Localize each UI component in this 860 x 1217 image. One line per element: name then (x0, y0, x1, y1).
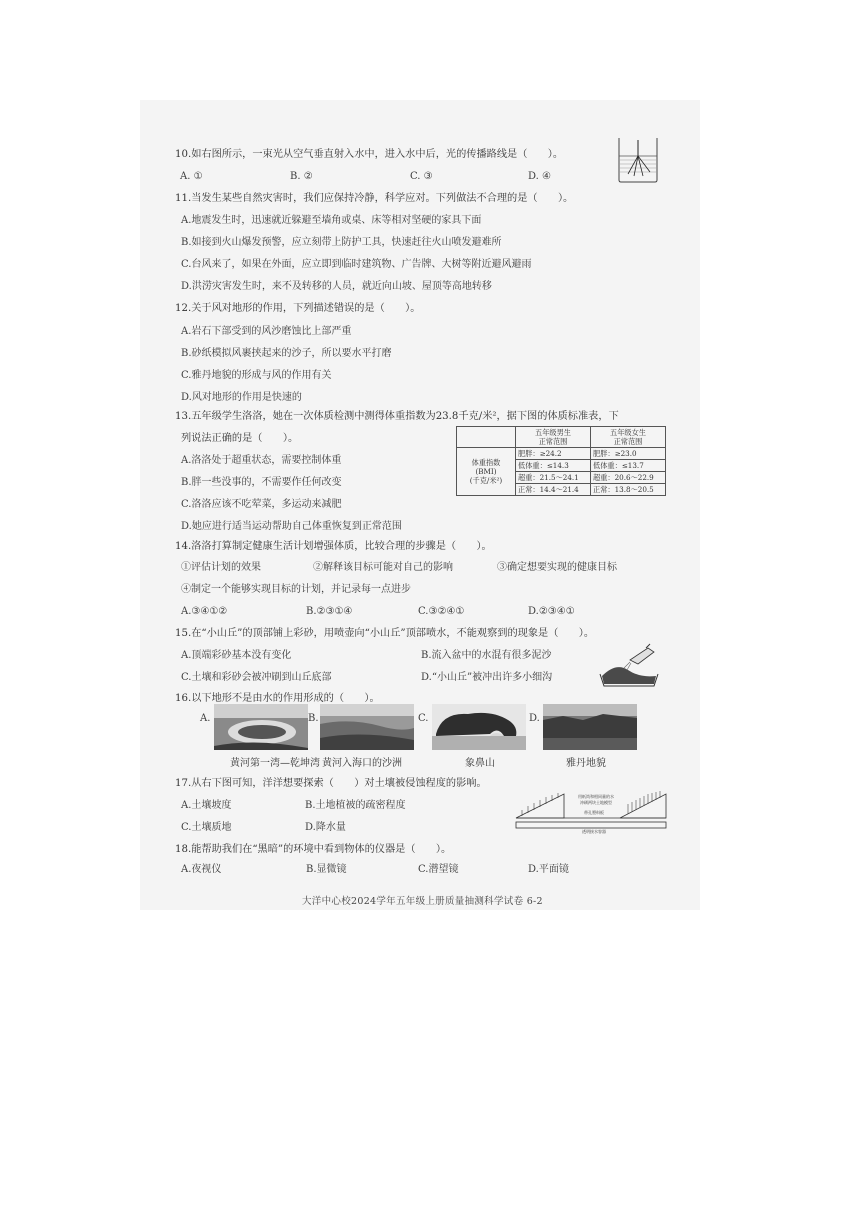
q15-stem: 15.在“小山丘”的顶部铺上彩砂，用喷壶向“小山丘”顶部喷水，不能观察到的现象是（ ）。 (175, 628, 595, 639)
q16-letter-c: C. (418, 713, 429, 724)
q13-stem: 13.五年级学生洛洛，她在一次体质检测中测得体重指数为23.8千克/米²，据下图的体质标准表，下 (175, 411, 619, 422)
hill-erosion-experiment-figure (596, 642, 660, 688)
q17-option-c: C.土壤质地 (181, 822, 232, 833)
page-footer: 大洋中心校2024学年五年级上册质量抽测科学试卷 6-2 (302, 896, 543, 907)
q13-option-d: D.她应进行适当运动帮助自己体重恢复到正常范围 (181, 521, 402, 532)
bmi-girl-overweight: 超重：20.6～22.9 (591, 472, 666, 484)
q16-caption-d: 雅丹地貌 (566, 758, 606, 769)
q16-letter-b: B. (308, 713, 319, 724)
q11-option-b: B.如接到火山爆发预警，应立刻带上防护工具，快速赶往火山喷发避难所 (181, 237, 502, 248)
q10-option-a: A. ① (180, 171, 203, 182)
diagram-label-models: 冲刷两块土地模型 (580, 800, 612, 805)
q15-option-b: B.流入盆中的水混有很多泥沙 (421, 650, 552, 661)
q17-option-d: D.降水量 (305, 822, 346, 833)
q12-option-a: A.岩石下部受到的风沙磨蚀比上部严重 (181, 326, 352, 337)
bmi-girl-obese: 肥胖：≥23.0 (591, 448, 666, 460)
q10-option-b: B. ② (290, 171, 313, 182)
q15-option-d: D.“小山丘”被冲出许多小细沟 (421, 672, 553, 683)
q10-option-d: D. ④ (528, 171, 551, 182)
q12-option-d: D.风对地形的作用是快速的 (181, 392, 302, 403)
q17-option-a: A.土壤坡度 (181, 800, 232, 811)
elephant-trunk-hill-photo (432, 704, 526, 750)
yellow-river-estuary-sandbar-photo (320, 704, 414, 750)
diagram-label-container: 透明接水容器 (582, 829, 606, 834)
yardang-landform-photo (543, 704, 637, 750)
q16-letter-d: D. (529, 713, 540, 724)
q14-option-a: A.③④①② (181, 606, 228, 617)
yellow-river-bend-photo (214, 704, 308, 750)
q11-stem: 11.当发生某些自然灾害时，我们应保持冷静，科学应对。下列做法不合理的是（ ）。 (175, 193, 574, 204)
soil-erosion-experiment-figure (512, 790, 670, 834)
q12-option-b: B.砂纸模拟风裹挟起来的沙子，所以要水平打磨 (181, 348, 392, 359)
q14-step-3: ③确定想要实现的健康目标 (497, 562, 617, 573)
q12-option-c: C.雅丹地貌的形成与风的作用有关 (181, 370, 332, 381)
q14-option-b: B.②③①④ (306, 606, 353, 617)
bmi-boy-obese: 肥胖：≥24.2 (516, 448, 591, 460)
q14-stem: 14.洛洛打算制定健康生活计划增强体质，比较合理的步骤是（ ）。 (175, 541, 492, 552)
q16-stem: 16.以下地形不是由水的作用形成的（ ）。 (175, 693, 380, 704)
q12-stem: 12.关于风对地形的作用，下列描述错误的是（ ）。 (175, 303, 421, 314)
q13-option-b: B.胖一些没事的，不需要作任何改变 (181, 477, 342, 488)
bmi-boy-overweight: 超重：21.5～24.1 (516, 472, 591, 484)
q15-option-a: A.顶端彩砂基本没有变化 (181, 650, 292, 661)
bmi-boy-header: 五年级男生 正常范围 (516, 427, 591, 448)
q11-option-c: C.台风来了，如果在外面，应立即到临时建筑物、广告牌、大树等附近避风避雨 (181, 259, 532, 270)
bmi-girl-underweight: 低体重：≤13.7 (591, 460, 666, 472)
q16-letter-a: A. (200, 713, 211, 724)
q18-option-b: B.显微镜 (306, 864, 347, 875)
q16-caption-b: 黄河入海口的沙洲 (322, 758, 402, 769)
q11-option-a: A.地震发生时，迅速就近躲避至墙角或桌、床等相对坚硬的家具下面 (181, 215, 482, 226)
q13-option-c: C.洛洛应该不吃荤菜，多运动来减肥 (181, 499, 342, 510)
bmi-girl-header: 五年级女生 正常范围 (591, 427, 666, 448)
q13-option-a: A.洛洛处于超重状态，需要控制体重 (181, 455, 342, 466)
q14-step-4: ④制定一个能够实现目标的计划，并记录每一点进步 (181, 584, 411, 595)
bmi-girl-normal: 正常：13.8～20.5 (591, 484, 666, 496)
bmi-boy-normal: 正常：14.4～21.4 (516, 484, 591, 496)
q15-option-c: C.土壤和彩砂会被冲刷到山丘底部 (181, 672, 332, 683)
q10-option-c: C. ③ (410, 171, 433, 182)
bmi-boy-underweight: 低体重：≤14.3 (516, 460, 591, 472)
q11-option-d: D.洪涝灾害发生时，来不及转移的人员，就近向山坡、屋顶等高地转移 (181, 281, 492, 292)
q17-stem: 17.从右下图可知，洋洋想要探索（ ）对土壤被侵蚀程度的影响。 (175, 778, 487, 789)
q18-option-d: D.平面镜 (528, 864, 569, 875)
bmi-standard-table (456, 426, 666, 496)
q10-stem: 10.如右图所示，一束光从空气垂直射入水中，进入水中后，光的传播路线是（ ）。 (175, 149, 564, 160)
q18-stem: 18.能帮助我们在“黑暗”的环境中看到物体的仪器是（ ）。 (175, 844, 452, 855)
bmi-row-label: 体重指数 (BMI) (千克/米²) (457, 448, 516, 496)
light-refraction-beaker-figure (616, 136, 660, 184)
q14-step-1: ①评估计划的效果 (181, 562, 261, 573)
diagram-label-water: 用纸筒和相同量的水 (578, 794, 614, 799)
q18-option-c: C.潜望镜 (418, 864, 459, 875)
q13-stem-line2: 列说法正确的是（ ）。 (181, 433, 299, 444)
q16-caption-a: 黄河第一湾—乾坤湾 (230, 758, 320, 769)
q14-step-2: ②解释该目标可能对自己的影响 (313, 562, 453, 573)
q14-option-c: C.③②④① (418, 606, 465, 617)
q18-option-a: A.夜视仪 (181, 864, 222, 875)
q14-option-d: D.②③④① (528, 606, 575, 617)
q16-caption-c: 象鼻山 (465, 758, 495, 769)
diagram-label-plate: 带孔塑料板 (584, 810, 604, 815)
q17-option-b: B.土地植被的疏密程度 (305, 800, 406, 811)
